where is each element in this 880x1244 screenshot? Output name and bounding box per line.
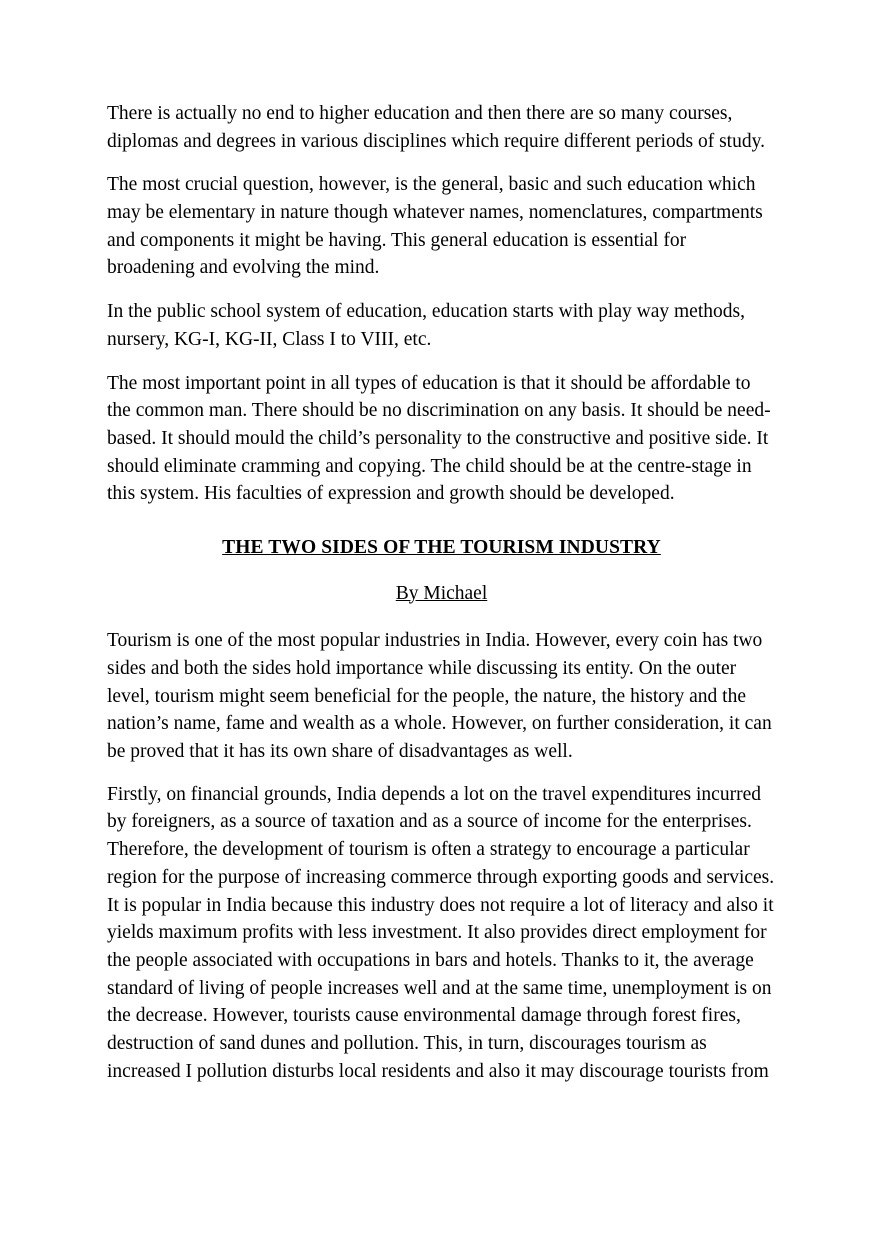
paragraph: The most crucial question, however, is the general, basic and such education which may be elementary in nature though whatever names, nomenclatures, compartments and components it might be having. This general education is essential for broadening and evolving the mind. xyxy=(107,174,763,279)
paragraph: There is actually no end to higher education and then there are so many courses, diplomas and degrees in various disciplines which require different periods of study. xyxy=(107,103,765,152)
paragraph: In the public school system of education, education starts with play way methods, nursery, KG-I, KG-II, Class I to VIII, etc. xyxy=(107,301,745,350)
paragraph: Firstly, on financial grounds, India depends a lot on the travel expenditures incurred by foreigners, as a source of taxation and as a source of income for the enterprises. Therefore, the development of tourism is often a strategy to encourage a particular region for the purpose of increasing commerce through exporting goods and services. It is popular in India because this industry does not require a lot of literacy and also it yields maximum profits with less investment. It also provides direct employment for the people associated with occupations in bars and hotels. Thanks to it, the average standard of living of people increases well and at the same time, unemployment is on the decrease. However, tourists cause environmental damage through forest fires, destruction of sand dunes and pollution. This, in turn, discourages tourism as increased I pollution disturbs local residents and also it may discourage tourists from xyxy=(107,783,775,1082)
document-body xyxy=(107,100,776,1085)
section-heading: THE TWO SIDES OF THE TOURISM INDUSTRY xyxy=(222,536,661,558)
paragraph: The most important point in all types of education is that it should be affordable to the common man. There should be no discrimination on any basis. It should be need-based. It should mould the child’s personality to the constructive and positive side. It should eliminate cramming and copying. The child should be at the centre-stage in this system. His faculties of expression and growth should be developed. xyxy=(107,372,771,505)
paragraph: Tourism is one of the most popular industries in India. However, every coin has two sides and both the sides hold importance while discussing its entity. On the outer level, tourism might seem beneficial for the people, the nature, the history and the nation’s name, fame and wealth as a whole. However, on further consideration, it can be proved that it has its own share of disadvantages as well. xyxy=(107,630,772,763)
byline: By Michael xyxy=(395,582,488,604)
